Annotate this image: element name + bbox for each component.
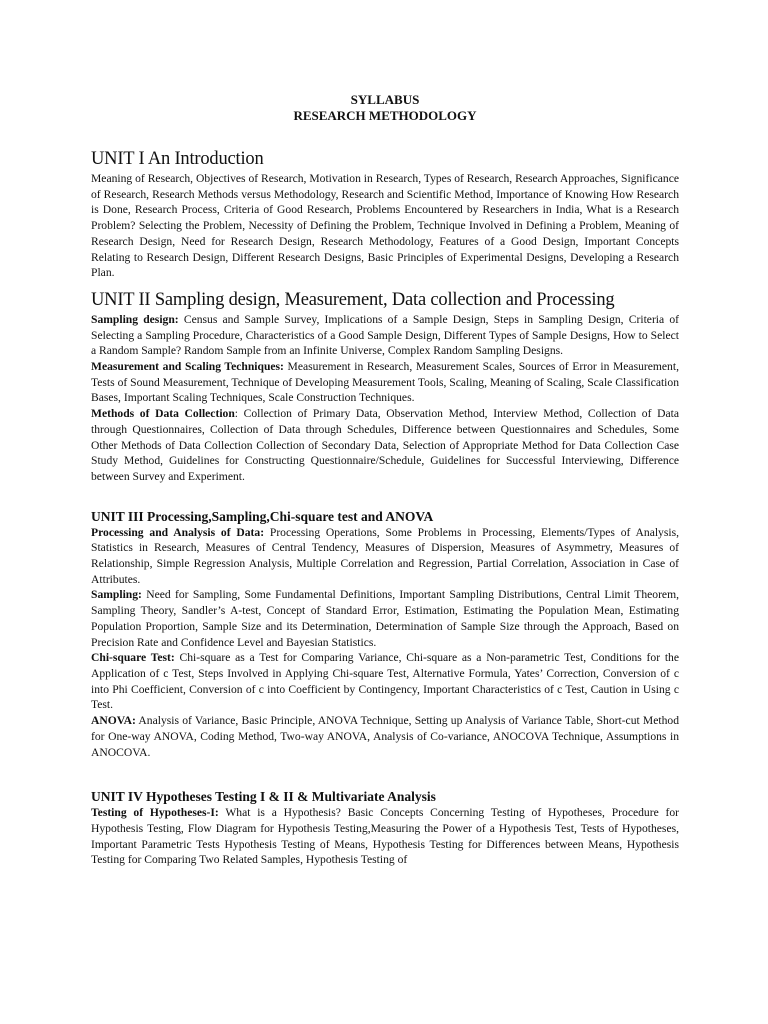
unit3-sampling bbox=[91, 587, 679, 650]
document-subtitle: RESEARCH METHODOLOGY bbox=[293, 108, 477, 123]
unit2-heading: UNIT II Sampling design, Measurement, Data collection and Processing bbox=[91, 289, 615, 310]
document-title: SYLLABUS bbox=[350, 92, 420, 107]
syllabus-page bbox=[91, 92, 679, 868]
unit1-heading: UNIT I An Introduction bbox=[91, 149, 264, 169]
unit3-chi-square bbox=[91, 650, 679, 713]
section-text: Census and Sample Survey, Implications of a Sample Design, Steps in Sampling Design, Criteria of Selecting a Sampling Procedure, Characteristics of a Good Sample Design, Different Types of Sample Designs, How to Select a Random Sample? Random Sample from an Infinite Universe, Complex Random Sampling Designs. bbox=[91, 312, 680, 358]
unit1-text: Meaning of Research, Objectives of Research, Motivation in Research, Types of Research, Research Approaches, Significance of Research, Research Methods versus Methodology, Research and Scientific Method, Importance of Knowing How Research is Done, Research Process, Criteria of Good Research, Problems Encountered by Researchers in India, What is a Research Problem? Selecting the Problem, Necessity of Defining the Problem, Technique Involved in Defining a Problem, Meaning of Research Design, Need for Research Design, Research Methodology, Features of a Good Design, Important Concepts Relating to Research Design, Different Research Designs, Basic Principles of Experimental Designs, Developing a Research Plan. bbox=[91, 172, 679, 280]
unit2-data-collection bbox=[91, 406, 679, 485]
section-label: Measurement and Scaling Techniques: bbox=[91, 360, 284, 374]
section-label: Sampling design: bbox=[91, 312, 179, 326]
unit3-anova bbox=[91, 713, 679, 760]
section-text: What is a Hypothesis? Basic Concepts Concerning Testing of Hypotheses, Procedure for Hypothesis Testing, Flow Diagram for Hypothesis Testing,Measuring the Power of a Hypothesis Test, Tests of Hypotheses, Important Parametric Tests Hypothesis Testing of Means, Hypothesis Testing for Differences between Means, Hypothesis Testing for Comparing Two Related Samples, Hypothesis Testing of bbox=[91, 806, 679, 867]
unit3-processing-analysis bbox=[91, 525, 679, 588]
section-label: Processing and Analysis of Data: bbox=[91, 525, 265, 539]
unit4-testing-hypotheses bbox=[91, 805, 679, 868]
section-text: Processing Operations, Some Problems in Processing, Elements/Types of Analysis, Statistics in Research, Measures of Central Tendency, Measures of Dispersion, Measures of Asymmetry, Measures of Relationship, Simple Regression Analysis, Multiple Correlation and Regression, Partial Correlation, Association in Case of Attributes. bbox=[91, 525, 680, 586]
section-label: Testing of Hypotheses-I: bbox=[91, 806, 219, 820]
section-label: Chi-square Test: bbox=[91, 651, 175, 665]
section-label: Sampling: bbox=[91, 588, 142, 602]
section-text: Chi-square as a Test for Comparing Variance, Chi-square as a Non-parametric Test, Conditions for the Application of c Test, Steps Involved in Applying Chi-square Test, Alternative Formula, Yates’ Correction, Conversion of c into Phi Coefficient, Conversion of c into Coefficient by Contingency, Important Characteristics of c Test, Caution in Using c Test. bbox=[91, 651, 679, 712]
unit4-heading: UNIT IV Hypotheses Testing I & II & Multivariate Analysis bbox=[91, 789, 436, 805]
unit3-heading: UNIT III Processing,Sampling,Chi-square test and ANOVA bbox=[91, 508, 434, 524]
section-text: Need for Sampling, Some Fundamental Definitions, Important Sampling Distributions, Central Limit Theorem, Sampling Theory, Sandler’s A-test, Concept of Standard Error, Estimation, Estimating the Population Mean, Estimating Population Proportion, Sample Size and its Determination, Determination of Sample Size through the Approach, Based on Precision Rate and Confidence Level and Bayesian Statistics. bbox=[91, 588, 679, 649]
section-label: ANOVA: bbox=[91, 714, 136, 728]
section-text: Measurement in Research, Measurement Scales, Sources of Error in Measurement, Tests of Sound Measurement, Technique of Developing Measurement Tools, Scaling, Meaning of Scaling, Scale Classification Bases, Important Scaling Techniques, Scale Construction Techniques. bbox=[91, 360, 679, 405]
unit2-measurement-scaling bbox=[91, 359, 679, 406]
section-label: Methods of Data Collection bbox=[91, 407, 235, 421]
section-text: Analysis of Variance, Basic Principle, ANOVA Technique, Setting up Analysis of Variance Table, Short-cut Method for One-way ANOVA, Coding Method, Two-way ANOVA, Analysis of Co-variance, ANOCOVA Technique, Assumptions in ANOCOVA. bbox=[91, 714, 679, 759]
section-text: : Collection of Primary Data, Observation Method, Interview Method, Collection of Data through Questionnaires, Collection of Data through Schedules, Difference between Questionnaires and Schedules, Some Other Methods of Data Collection Collection of Secondary Data, Selection of Appropriate Method for Data Collection Case Study Method, Guidelines for Constructing Questionnaire/Schedule, Guidelines for Successful Interviewing, Difference between Survey and Experiment. bbox=[91, 407, 679, 483]
unit2-sampling-design bbox=[91, 312, 679, 359]
